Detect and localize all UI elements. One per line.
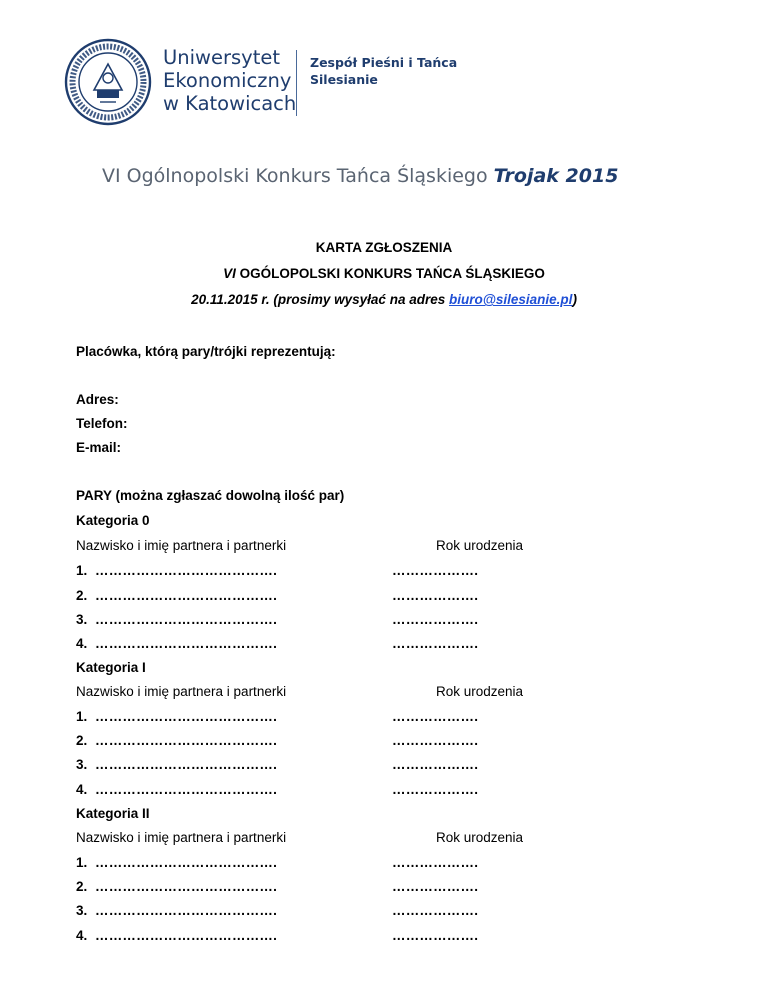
year-column-header: Rok urodzenia bbox=[436, 538, 524, 553]
header-divider bbox=[296, 50, 297, 116]
year-fill-line: ………………. bbox=[392, 588, 479, 603]
row-number: 4. bbox=[76, 928, 88, 943]
row-number: 4. bbox=[76, 782, 88, 797]
university-name-line-1: Uniwersytet bbox=[163, 46, 280, 69]
partner-name-line-1: Zespół Pieśni i Tańca bbox=[310, 55, 458, 70]
name-fill-line: …………………………………. bbox=[95, 757, 278, 772]
name-fill-line: …………………………………. bbox=[95, 709, 278, 724]
name-fill-line: …………………………………. bbox=[95, 636, 278, 651]
address-label: Adres: bbox=[76, 392, 119, 407]
row-number: 3. bbox=[76, 903, 88, 918]
partner-name-line-2: Silesianie bbox=[310, 72, 378, 87]
year-fill-line: ………………. bbox=[392, 636, 479, 651]
name-fill-line: …………………………………. bbox=[95, 928, 278, 943]
year-fill-line: ………………. bbox=[392, 903, 479, 918]
university-name-line-3: w Katowicach bbox=[163, 92, 297, 115]
name-fill-line: …………………………………. bbox=[95, 612, 278, 627]
partner-name bbox=[310, 54, 457, 88]
name-column-header: Nazwisko i imię partnera i partnerki bbox=[76, 538, 287, 553]
form-subheading bbox=[0, 266, 768, 281]
name-column-header: Nazwisko i imię partnera i partnerki bbox=[76, 684, 287, 699]
year-fill-line: ………………. bbox=[392, 855, 479, 870]
name-fill-line: …………………………………. bbox=[95, 903, 278, 918]
year-fill-line: ………………. bbox=[392, 879, 479, 894]
year-fill-line: ………………. bbox=[392, 709, 479, 724]
year-fill-line: ………………. bbox=[392, 782, 479, 797]
year-fill-line: ………………. bbox=[392, 928, 479, 943]
letterhead bbox=[64, 38, 584, 130]
row-number: 2. bbox=[76, 588, 88, 603]
category-title: Kategoria I bbox=[76, 660, 146, 675]
category-title: Kategoria II bbox=[76, 806, 150, 821]
name-fill-line: …………………………………. bbox=[95, 563, 278, 578]
email-link[interactable]: biuro@silesianie.pl bbox=[448, 292, 573, 307]
university-name bbox=[163, 46, 296, 115]
name-column-header: Nazwisko i imię partnera i partnerki bbox=[76, 830, 287, 845]
phone-label: Telefon: bbox=[76, 416, 128, 431]
year-column-header: Rok urodzenia bbox=[436, 684, 524, 699]
year-fill-line: ………………. bbox=[392, 563, 479, 578]
row-number: 1. bbox=[76, 709, 88, 724]
year-column-header: Rok urodzenia bbox=[436, 830, 524, 845]
deadline-text: 20.11.2015 r. (prosimy wysyłać na adres bbox=[191, 292, 449, 307]
deadline-close: ) bbox=[572, 292, 577, 307]
row-number: 4. bbox=[76, 636, 88, 651]
name-fill-line: …………………………………. bbox=[95, 855, 278, 870]
name-fill-line: …………………………………. bbox=[95, 733, 278, 748]
name-fill-line: …………………………………. bbox=[95, 588, 278, 603]
row-number: 2. bbox=[76, 879, 88, 894]
row-number: 1. bbox=[76, 563, 88, 578]
form-subheading-text: OGÓLOPOLSKI KONKURS TAŃCA ŚLĄSKIEGO bbox=[235, 266, 545, 281]
contest-title-highlight: Trojak 2015 bbox=[493, 165, 619, 187]
category-title: Kategoria 0 bbox=[76, 513, 150, 528]
email-label: E-mail: bbox=[76, 440, 122, 455]
institution-label: Placówka, którą pary/trójki reprezentują: bbox=[76, 344, 336, 359]
year-fill-line: ………………. bbox=[392, 757, 479, 772]
university-name-line-2: Ekonomiczny bbox=[163, 69, 292, 92]
pairs-heading: PARY (można zgłaszać dowolną ilość par) bbox=[76, 488, 345, 503]
university-seal-logo bbox=[64, 38, 152, 126]
form-subheading-roman: VI bbox=[223, 266, 236, 281]
contest-title-main: VI Ogólnopolski Konkurs Tańca Śląskiego bbox=[102, 165, 494, 187]
contest-title bbox=[102, 165, 618, 187]
year-fill-line: ………………. bbox=[392, 733, 479, 748]
row-number: 2. bbox=[76, 733, 88, 748]
deadline-line bbox=[0, 292, 768, 307]
row-number: 1. bbox=[76, 855, 88, 870]
row-number: 3. bbox=[76, 612, 88, 627]
year-fill-line: ………………. bbox=[392, 612, 479, 627]
form-heading: KARTA ZGŁOSZENIA bbox=[315, 240, 453, 255]
name-fill-line: …………………………………. bbox=[95, 782, 278, 797]
row-number: 3. bbox=[76, 757, 88, 772]
name-fill-line: …………………………………. bbox=[95, 879, 278, 894]
